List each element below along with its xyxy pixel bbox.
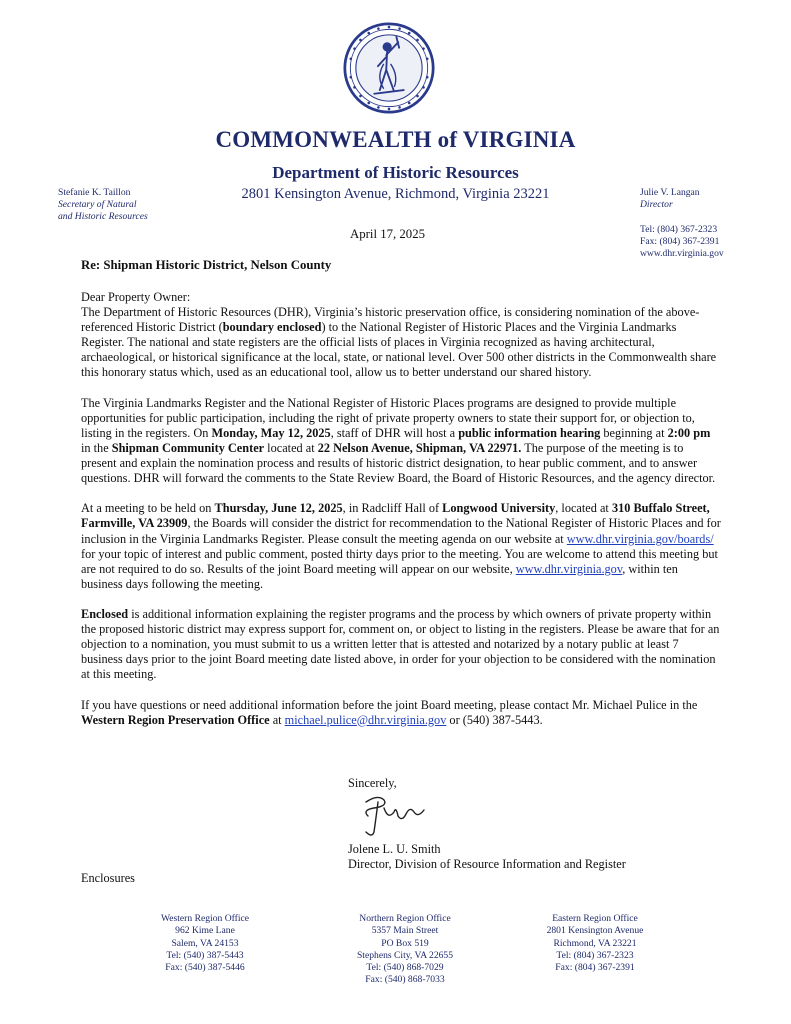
northern-region-office: Northern Region Office 5357 Main Street PO Box 519 Stephens City, VA 22655 Tel: (540) 868-7029 Fax: (540) 868-7033 (356, 913, 454, 986)
director-block (640, 187, 700, 211)
paragraph-2: The Virginia Landmarks Register and the National Register of Historic Places programs are designed to provide multiple opportunities for public participation, including the right of private property owners to state their support for, or objection to, listing in the registers. On Monday, May 12, 2025, staff of DHR will host a public information hearing beginning at 2:00 pm in the Shipman Community Center located at 22 Nelson Avenue, Shipman, VA 22971. The purpose of the meeting is to present and explain the nomination process and results of historic district designation, to hear public comment, and to answer questions. DHR will forward the comments to the State Review Board, the Board of Historic Resources, and the agency director. (81, 395, 716, 486)
western-region-office: Western Region Office 962 Kime Lane Salem, VA 24153 Tel: (540) 387-5443 Fax: (540) 387-5446 (160, 913, 250, 974)
virginia-state-seal-icon (343, 22, 435, 114)
director-title: Director (640, 199, 673, 211)
contact-tel: Tel: (804) 367-2323 (640, 224, 718, 235)
department-address: 2801 Kensington Avenue, Richmond, Virginia 23221 (241, 186, 550, 202)
paragraph-5: If you have questions or need additional information before the joint Board meeting, please contact Mr. Michael Pulice in the Western Region Preservation Office at michael.pulice@dhr.virginia.gov or (540) 387-5443. (81, 697, 698, 727)
letter-date: April 17, 2025 (350, 227, 426, 241)
secretary-block (58, 187, 148, 224)
director-name: Julie V. Langan (640, 187, 700, 198)
contact-email-link[interactable]: michael.pulice@dhr.virginia.gov (284, 712, 447, 727)
letter-body (81, 290, 721, 743)
paragraph-3: At a meeting to be held on Thursday, June 12, 2025, in Radcliff Hall of Longwood University, located at 310 Buffalo Street, Farmville, VA 23909, the Boards will consider the district for recommendation to the National Register of Historic Places and for inclusion in the Virginia Landmarks Register. Please consult the meeting agenda on our website at www.dhr.virginia.gov/boards/ for your topic of interest and public comment, posted thirty days prior to the meeting. You are welcome to attend this meeting but are not required to do so. Results of the joint Board meeting will appear on our website, www.dhr.virginia.gov, within ten business days following the meeting. (81, 501, 721, 591)
department-name: Department of Historic Resources (272, 163, 519, 182)
signature-image (344, 792, 434, 840)
subject-line: Re: Shipman Historic District, Nelson County (81, 258, 332, 272)
signer-title: Director, Division of Resource Information and Register (348, 857, 626, 872)
contact-block (640, 224, 724, 261)
eastern-region-office: Eastern Region Office 2801 Kensington Avenue Richmond, VA 23221 Tel: (804) 367-2323 Fax: (804) 367-2391 (546, 913, 644, 974)
dhr-website-link[interactable]: www.dhr.virginia.gov (515, 561, 623, 576)
signer-name: Jolene L. U. Smith (348, 842, 441, 856)
enclosures-label: Enclosures (81, 871, 135, 885)
signer-block (348, 842, 626, 872)
paragraph-4: Enclosed is additional information explaining the register programs and the process by which owners of private property within the proposed historic district may express support for, comment on, or object to listing in the registers. Please be aware that for an objection to a nomination, you must submit to us a written letter that is attested and notarized by a notary public at least 7 business days prior to the joint Board meeting date listed above, in order for your objection to be considered with the nomination at this meeting. (81, 606, 720, 682)
contact-web: www.dhr.virginia.gov (640, 248, 724, 260)
closing: Sincerely, (348, 776, 397, 790)
salutation: Dear Property Owner: (81, 290, 191, 304)
contact-fax: Fax: (804) 367-2391 (640, 236, 720, 248)
secretary-name: Stefanie K. Taillon (58, 187, 131, 198)
secretary-title-line1: Secretary of Natural (58, 199, 137, 211)
paragraph-1: The Department of Historic Resources (DHR), Virginia’s historic preservation office, is considering nomination of the above-referenced Historic District (boundary enclosed) to the National Register of Historic Places and the Virginia Landmarks Register. The national and state registers are the official lists of places in Virginia recognized as having architectural, archaeological, or historical significance at the local, state, or national level. Over 500 other districts in the Commonwealth share this honorary status which, used as an educational tool, allow us to better understand our shared history. (81, 305, 717, 380)
secretary-title-line2: and Historic Resources (58, 211, 148, 223)
boards-link[interactable]: www.dhr.virginia.gov/boards/ (566, 531, 714, 546)
org-title: COMMONWEALTH of VIRGINIA (215, 127, 576, 152)
